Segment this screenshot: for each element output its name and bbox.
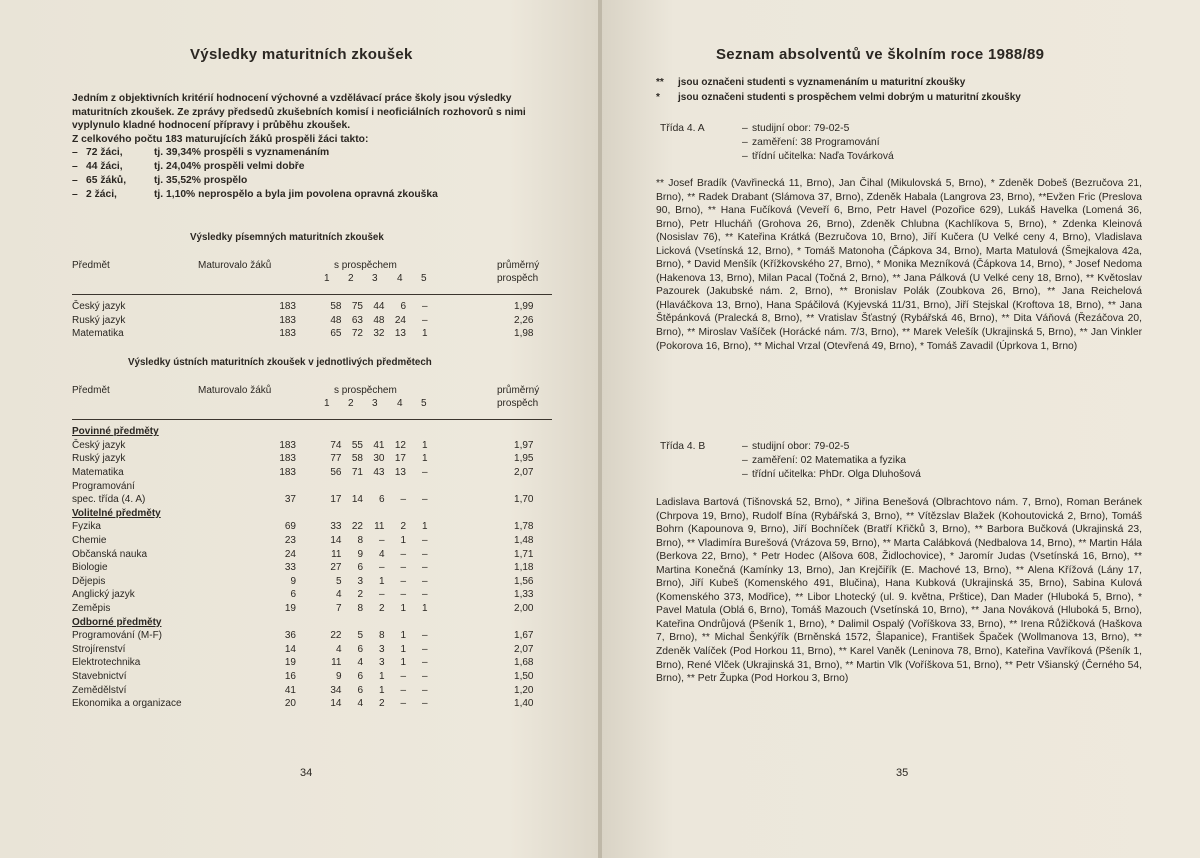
table-row [72,534,534,548]
table-row [72,629,534,643]
info-dash: – [742,137,748,148]
grade-1-cell: 34 [330,684,342,696]
subject-cell: Český jazyk [72,301,126,313]
group-heading-row [72,425,534,439]
grade-2-cell: 58 [351,453,363,465]
grade-5-cell: 1 [421,521,428,533]
count-cell: 183 [279,301,296,313]
subject-cell: Elektrotechnika [72,657,141,669]
subject-cell: Matematika [72,467,124,479]
col-subject: Předmět [72,260,110,271]
grade-2-cell: 55 [351,439,363,451]
count-cell: 33 [284,562,296,574]
table-row [72,683,534,697]
table-row [72,547,534,561]
grade-1-cell: 17 [330,494,342,506]
table-divider [72,419,552,420]
count-cell: 183 [279,328,296,340]
grade-5-cell: – [421,314,428,326]
grade-2-cell: 9 [357,548,363,560]
count-cell: 183 [279,314,296,326]
average-cell: 1,33 [514,589,534,601]
grade-1-cell: 58 [330,301,342,313]
grade-1-cell: 7 [335,603,342,615]
grade-1-cell: 14 [330,535,342,547]
legend-text: jsou označeni studenti s vyznamenáním u maturitní zkoušky [678,77,966,88]
average-cell: 1,95 [514,453,534,465]
table-row [72,466,534,480]
grade-4-cell: – [400,684,406,696]
subject-cell: Zeměpis [72,603,111,615]
grade-1-cell: 22 [330,630,342,642]
table-row [72,520,534,534]
count-cell: 20 [284,698,296,710]
grade-4-cell: 1 [400,603,406,615]
grade-3-cell: 48 [373,314,385,326]
grade-5-cell [412,479,428,493]
grade-4-cell: – [400,548,406,560]
subject-cell: spec. třída (4. A) [72,494,146,506]
grade-4-cell: 13 [394,328,406,340]
average-cell: 1,40 [514,698,534,710]
subject-cell: Matematika [72,328,124,340]
grade-2-cell: 14 [351,494,363,506]
count-cell: 36 [284,630,296,642]
grade-1-cell: 27 [330,562,342,574]
grade-1-cell: 56 [330,467,342,479]
grade-4-cell: – [400,575,406,587]
grade-5-cell: – [421,630,428,642]
col-grade-1: 1 [324,398,330,409]
col-count: Maturovalo žáků [198,385,272,396]
grade-4-cell: – [400,562,406,574]
table-row [72,588,534,602]
grade-3-cell: – [378,535,385,547]
grade-2-cell: 5 [357,630,363,642]
written-heading: Výsledky písemných maturitních zkoušek [190,232,384,243]
grade-5-cell: – [421,589,428,601]
grade-5-cell: – [421,684,428,696]
average-cell: 2,07 [514,467,534,479]
grade-5-cell: 1 [421,439,428,451]
grade-1-cell: 65 [330,328,342,340]
average-cell: 2,26 [514,314,534,326]
table-row [72,670,534,684]
group-title: Odborné předměty [72,616,162,628]
col-avg-2: prospěch [497,398,539,409]
grade-3-cell: 2 [378,698,385,710]
intro-paragraph: Jedním z objektivních kritérií hodnocení výchovné a vzdělávací práce školy jsou výsledky maturitních zkoušek. Ze zprávy předsedů zkušebních komisí i neoficiálních rozhovorů s nimi vyplynulo kladné hodnocení přípravy i průběhu zkoušek. [72,93,526,131]
class-field: třídní učitelka: PhDr. Olga Dluhošová [752,469,921,480]
average-cell: 1,56 [514,575,534,587]
table-row [72,656,534,670]
class-b-students: Ladislava Bartová (Tišnovská 52, Brno), * Jiřina Benešová (Olbrachtovo nám. 7, Brno), Roman Beránek (Chrpova 19, Brno), Rudolf Bína (Rybářská 3, Brno), ** Vítězslav Blažek (Kohoutovická 2, Brno), Tomáš Bohrn (Kapounova 9, Brno), Jiří Bochníček (Bratří Křičků 3, Brno), ** Barbora Bučková (Ukrajinská 23, Brno), ** Vladimíra Burešová (Vrázova 59, Brno), ** Marta Calábková (Nedbalova 14, Brno), ** Martin Hála (Berkova 22, Brno), * Petr Hodec (Alšova 608, Židlochovice), * Jaromír Judas (Vsetínská 16, Brno), ** Martina Konečná (Kamínky 13, Brno), Jan Krejčiřík (E. Machové 13, Brno), ** Alena Křížová (Lány 17, Brno), Jiří Kubeš (Komenského 491, Blučina), Hana Kubková (Ukrajinská 35, Brno), Sabina Kulová (Komenského 373, Modřice), ** Libor Lhotecký (ul. 9. května, Prštice), Dan Mader (Hluboká 5, Brno), * Pavel Matula (Oblá 6, Brno), Tomáš Mazouch (Vsetínská 10, Brno), ** Jana Nováková (Hluboká 5, Brno), Kateřina Ondrůjová (Pšeník 1, Brno), * Dalimil Ospalý (Voříškova 33, Brno), ** Irena Růžičková (Haškova 7, Brno), ** Michal Šenkýřík (Brněnská 1572, Šlapanice), František Špaček (Wollmanova 13, Brno), ** Zdeněk Valíček (Pod Horkou 11, Brno), ** Karel Vaněk (Leninova 78, Brno), Kateřina Vavříková (Pšeník 1, Brno), René Vlček (Ukrajinská 31, Brno), ** Martin Vlk (Voříškova 51, Brno), ** Petr Všianský (Černého 54, Brno), ** Petr Župka (Pod Horkou 3, Brno) [656,497,1142,685]
grade-5-cell: – [421,535,428,547]
average-cell: 1,50 [514,670,534,682]
average-cell: 1,18 [514,562,534,574]
legend-item [656,77,965,88]
table-row [72,327,534,341]
average-cell: 1,99 [514,301,534,313]
result-text: tj. 1,10% neprospělo a byla jim povolena opravná zkouška [154,189,438,200]
subject-cell: Anglický jazyk [72,589,135,601]
col-grades-title: s prospěchem [334,385,397,396]
grade-3-cell: 1 [378,575,385,587]
grade-1-cell: 33 [330,521,342,533]
count-cell: 16 [284,670,296,682]
table-row [72,561,534,575]
grade-5-cell: – [421,548,428,560]
grade-2-cell: 6 [357,684,363,696]
grade-3-cell: – [378,562,385,574]
col-subject: Předmět [72,385,110,396]
result-dash: – [72,161,78,172]
count-cell: 37 [284,494,296,506]
grade-5-cell: – [421,657,428,669]
class-field: zaměření: 38 Programování [752,137,880,148]
summary-intro: Z celkového počtu 183 maturujících žáků prospěli žáci takto: [72,134,369,145]
grade-3-cell: 4 [378,548,385,560]
average-cell: 1,68 [514,657,534,669]
table-divider [72,294,552,295]
count-cell: 14 [284,643,296,655]
average-cell: 1,78 [514,521,534,533]
result-count: 2 žáci, [86,189,117,200]
grade-1-cell: 14 [330,698,342,710]
subject-cell: Občanská nauka [72,548,148,560]
grade-2-cell: 63 [351,314,363,326]
grade-1-cell: 48 [330,314,342,326]
count-cell [238,479,326,493]
info-dash: – [742,469,748,480]
count-cell: 69 [284,521,296,533]
subject-cell: Fyzika [72,521,101,533]
result-text: tj. 24,04% prospěli velmi dobře [154,161,305,172]
grade-3-cell: 43 [373,467,385,479]
grade-5-cell: – [421,670,428,682]
table-row [72,493,534,507]
grade-1-cell: 4 [335,643,342,655]
grade-3-cell: 1 [378,684,385,696]
subject-cell: Český jazyk [72,439,126,451]
grade-4-cell: – [400,494,406,506]
info-dash: – [742,123,748,134]
grade-5-cell: – [421,467,428,479]
count-cell: 183 [279,467,296,479]
grade-2-cell: 3 [357,575,363,587]
class-field: studijní obor: 79-02-5 [752,123,850,134]
col-grade-1: 1 [324,273,330,284]
count-cell: 19 [284,603,296,615]
page-number: 34 [300,767,313,779]
result-text: tj. 35,52% prospělo [154,175,248,186]
col-grades-title: s prospěchem [334,260,397,271]
count-cell: 41 [284,684,296,696]
grade-4-cell: 6 [400,301,406,313]
count-cell: 183 [279,453,296,465]
grade-4-cell: – [400,670,406,682]
grade-3-cell: 3 [378,643,385,655]
result-count: 72 žáci, [86,147,123,158]
grade-3-cell [369,479,385,493]
table-row [72,300,534,314]
subject-cell: Ruský jazyk [72,453,126,465]
legend-text: jsou označeni studenti s prospěchem velmi dobrým u maturitní zkoušky [678,92,1021,103]
col-grade-5: 5 [421,398,427,409]
grade-2-cell: 75 [351,301,363,313]
grade-2-cell: 4 [357,698,363,710]
grade-2-cell: 6 [357,670,363,682]
grade-5-cell: – [421,643,428,655]
class-field: studijní obor: 79-02-5 [752,441,850,452]
grade-4-cell: 2 [400,521,406,533]
oral-table [72,425,534,710]
info-dash: – [742,441,748,452]
grade-2-cell: 4 [357,657,363,669]
subject-cell: Stavebnictví [72,670,127,682]
average-cell: 1,20 [514,684,534,696]
subject-cell: Strojírenství [72,643,126,655]
grade-3-cell: – [378,589,385,601]
group-title: Volitelné předměty [72,507,161,519]
grade-5-cell: – [421,494,428,506]
col-grade-2: 2 [348,273,354,284]
group-heading-row [72,507,534,521]
grade-4-cell: 17 [394,453,406,465]
grade-3-cell: 2 [378,603,385,615]
class-a-students: ** Josef Bradík (Vavřinecká 11, Brno), Jan Čihal (Mikulovská 5, Brno), * Zdeněk Dobeš (Bezručova 21, Brno), ** Radek Drabant (Slámova 37, Brno), Zdeněk Habala (Langrova 23, Brno), **Evžen Fric (Preslova 90, Brno), ** Hana Fučíková (Veveří 6, Brno, Petr Havel (Pozořice 629), Lukáš Havelka (Lomená 36, Brno), Petr Hlucháň (Grohova 26, Brno), Zdeněk Chlubna (Kachlíkova 5, Brno), * Zdenka Kleinová (Nosislav 76), ** Kateřina Krátká (Bezručova 10, Brno), Jiří Kučera (U Velké ceny 4, Brno), Vladislava Licková (Vsetínská 12, Brno), * Tomáš Matonoha (Čápkova 34, Brno), Marta Matulová (Šmejkalova 42a, Brno), * David Menšík (Křížkovského 27, Brno), * Monika Mezníková (Čápkova 14, Brno), * Josef Nedoma (Hakenova 13, Brno), Milan Pacal (Točná 2, Brno), ** Jana Pálková (U Velké ceny 18, Brno), ** Květoslav Pazourek (Jakubské nám. 2, Brno), ** Bronislav Polák (Zoubkova 26, Brno), ** Jana Reichelová (Hlaváčkova 13, Brno), Hana Spáčilová (Kyjevská 11/31, Brno), Jiří Stejskal (Kroftova 18, Brno), ** Jana Štěpánková (Pralecká 8, Brno), ** Vratislav Šťastný (Rybářská 46, Brno), ** Dita Váňová (Řezáčova 20, Brno), ** Miroslav Vašíček (Horácké nám. 7/3, Brno), ** Marek Velešík (Ukrajinská 5, Brno), ** Jan Vinkler (Pokorova 16, Brno), ** Michal Vrzal (Otevřená 49, Brno), * Tomáš Zavadil (Úprkova 1, Brno) [656,178,1142,352]
table-row [72,314,534,328]
result-dash: – [72,189,78,200]
count-cell: 19 [284,657,296,669]
count-cell: 9 [290,575,296,587]
grade-3-cell: 3 [378,657,385,669]
grade-4-cell: 1 [400,535,406,547]
average-cell: 1,70 [514,494,534,506]
subject-cell: Zemědělství [72,684,127,696]
table-row [72,439,534,453]
grade-3-cell: 41 [373,439,385,451]
average-cell: 2,07 [514,643,534,655]
count-cell: 183 [279,439,296,451]
grade-2-cell: 6 [357,643,363,655]
grade-3-cell: 44 [373,301,385,313]
grade-2-cell: 8 [357,603,363,615]
grade-4-cell: 24 [394,314,406,326]
table-row [72,575,534,589]
subject-cell: Programování (M-F) [72,630,163,642]
info-dash: – [742,151,748,162]
subject-cell: Ekonomika a organizace [72,698,182,710]
col-grade-4: 4 [397,273,403,284]
grade-2-cell: 8 [357,535,363,547]
col-grade-5: 5 [421,273,427,284]
subject-cell: Programování [72,480,135,492]
grade-3-cell: 32 [373,328,385,340]
grade-5-cell: 1 [421,453,428,465]
count-cell: 6 [290,589,296,601]
grade-1-cell [326,479,342,493]
col-grade-3: 3 [372,398,378,409]
class-field: zaměření: 02 Matematika a fyzika [752,455,906,466]
grade-1-cell: 5 [335,575,342,587]
grade-1-cell: 74 [330,439,342,451]
grade-2-cell: 71 [351,467,363,479]
legend-mark: * [656,92,660,103]
info-dash: – [742,455,748,466]
page-number: 35 [896,767,909,779]
class-field: třídní učitelka: Naďa Továrková [752,151,894,162]
grade-4-cell: 1 [400,643,406,655]
result-dash: – [72,175,78,186]
grade-5-cell: – [421,575,428,587]
legend-mark: ** [656,77,664,88]
result-dash: – [72,147,78,158]
col-avg-1: průměrný [497,385,540,396]
grade-4-cell: – [400,698,406,710]
subject-cell: Biologie [72,562,108,574]
page-title: Výsledky maturitních zkoušek [190,46,413,63]
average-cell: 1,67 [514,630,534,642]
grade-1-cell: 11 [331,657,342,669]
group-title: Povinné předměty [72,426,159,438]
result-count: 65 žáků, [86,175,127,186]
result-text: tj. 39,34% prospěli s vyznamenáním [154,147,330,158]
subject-cell: Dějepis [72,575,106,587]
table-row [72,643,534,657]
grade-2-cell: 72 [351,328,363,340]
grade-3-cell: 8 [378,630,385,642]
grade-5-cell: 1 [421,603,428,615]
grade-1-cell: 4 [335,589,342,601]
col-grade-2: 2 [348,398,354,409]
grade-4-cell: 1 [400,630,406,642]
table-row [72,602,534,616]
subject-cell: Ruský jazyk [72,314,126,326]
grade-2-cell: 2 [357,589,363,601]
col-avg-1: průměrný [497,260,540,271]
grade-5-cell: – [421,301,428,313]
average-cell: 1,97 [514,439,534,451]
grade-4-cell: – [400,589,406,601]
grade-4-cell [391,479,407,493]
result-count: 44 žáci, [86,161,123,172]
grade-2-cell: 6 [357,562,363,574]
grade-1-cell: 9 [335,670,342,682]
col-count: Maturovalo žáků [198,260,272,271]
grade-4-cell: 13 [394,467,406,479]
grade-3-cell: 6 [378,494,385,506]
grade-3-cell: 1 [378,670,385,682]
grade-2-cell: 22 [351,521,363,533]
average-cell: 1,48 [514,535,534,547]
subject-cell: Chemie [72,535,107,547]
average-cell: 1,98 [514,328,534,340]
grade-3-cell: 30 [373,453,385,465]
table-row [72,697,534,711]
legend-item [656,92,1021,103]
grade-3-cell: 11 [374,521,385,533]
col-grade-4: 4 [397,398,403,409]
class-label: Třída 4. B [660,441,706,452]
average-cell: 1,71 [514,548,534,560]
oral-heading: Výsledky ústních maturitních zkoušek v jednotlivých předmětech [128,357,432,368]
count-cell: 23 [284,535,296,547]
table-row [72,452,534,466]
col-avg-2: prospěch [497,273,539,284]
grade-4-cell: 12 [394,439,406,451]
page-title: Seznam absolventů ve školním roce 1988/89 [716,46,1045,63]
written-table [72,300,534,341]
col-grade-3: 3 [372,273,378,284]
table-row [72,479,534,493]
grade-2-cell [348,479,364,493]
grade-5-cell: – [421,562,428,574]
grade-1-cell: 11 [331,548,342,560]
left-page [0,0,598,858]
average-cell [434,479,534,493]
class-label: Třída 4. A [660,123,705,134]
average-cell: 2,00 [514,603,534,615]
grade-5-cell: 1 [421,328,428,340]
grade-5-cell: – [421,698,428,710]
grade-4-cell: 1 [400,657,406,669]
grade-1-cell: 77 [330,453,342,465]
group-heading-row [72,615,534,629]
count-cell: 24 [284,548,296,560]
